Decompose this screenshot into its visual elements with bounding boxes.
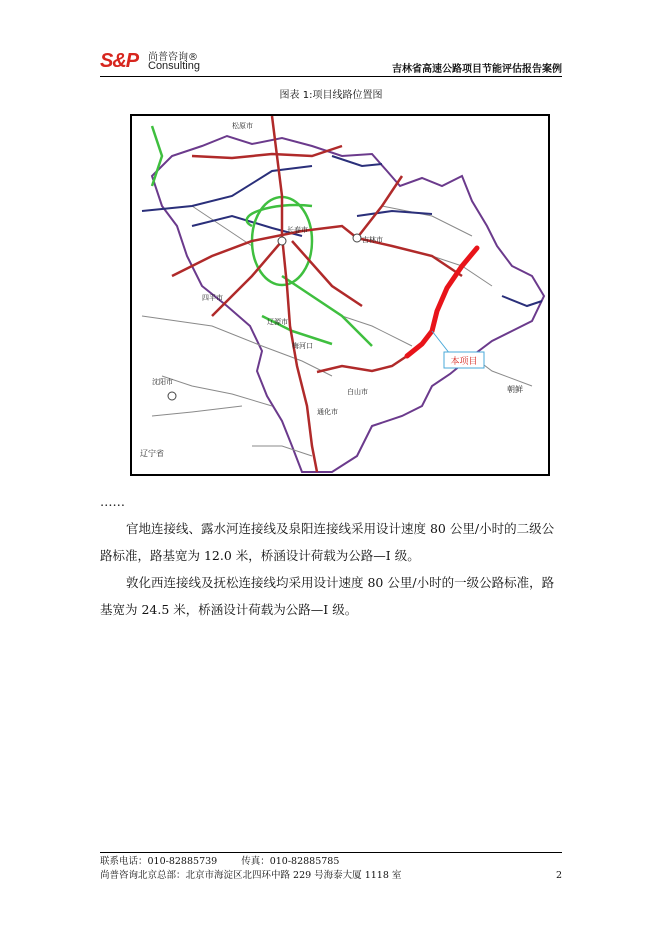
- footer-fax: 传真：010-82885785: [241, 856, 340, 867]
- figure-caption: 图表 1:项目线路位置图: [279, 90, 383, 101]
- ellipsis-line: ……: [100, 494, 125, 509]
- city-label-changchun: 长春市: [287, 226, 308, 234]
- paragraph-connector-secondary: 官地连接线、露水河连接线及泉阳连接线采用设计速度 80 公里/小时的二级公路标准，路基宽为 12.0 米，桥涵设计荷载为公路—I 级。: [100, 521, 555, 563]
- footer-address: 尚普咨询北京总部：北京市海淀区北四环中路 229 号海泰大厦 1118 室: [100, 870, 402, 881]
- map-graphic: [132, 116, 548, 474]
- city-label-jilin: 吉林市: [362, 236, 383, 244]
- city-labels: [140, 121, 523, 458]
- region-label-liaoning: 辽宁省: [140, 449, 164, 458]
- logo-mark: S&P: [100, 50, 139, 72]
- city-label-meihekou: 梅河口: [292, 342, 313, 350]
- page-footer: [100, 855, 562, 883]
- project-route-highlight: [407, 248, 477, 356]
- project-callout-line: [432, 331, 450, 354]
- minor-roads: [142, 206, 532, 456]
- province-boundary: [152, 136, 544, 472]
- page-number: 2: [555, 870, 562, 881]
- project-label: 本项目: [450, 357, 478, 367]
- logo-chinese-name: 尚普咨询®: [148, 52, 198, 63]
- city-label-shenyang: 沈阳市: [152, 378, 173, 386]
- city-label-baishan: 白山市: [347, 388, 368, 396]
- document-title: 吉林省高速公路项目节能评估报告案例: [392, 64, 562, 75]
- city-label-tonghua: 通化市: [317, 408, 338, 416]
- route-location-map: [130, 114, 550, 476]
- city-label-liaoyuan: 辽源市: [267, 318, 288, 326]
- footer-phone: 联系电话：010-82885739: [100, 856, 218, 867]
- city-label-songyuan: 松原市: [232, 122, 253, 130]
- header-divider: [100, 76, 562, 77]
- document-body: [100, 488, 562, 623]
- city-label-siping: 四平市: [202, 294, 223, 302]
- logo-english-name: Consulting: [148, 60, 200, 72]
- navy-routes: [142, 156, 542, 306]
- footer-divider: [100, 852, 562, 853]
- page-header: [100, 46, 562, 76]
- paragraph-connector-primary: 敦化西连接线及抚松连接线均采用设计速度 80 公里/小时的一级公路标准，路基宽为 24.5 米，桥涵设计荷载为公路—I 级。: [100, 575, 555, 617]
- region-label-chaoxian: 朝鲜: [507, 385, 523, 394]
